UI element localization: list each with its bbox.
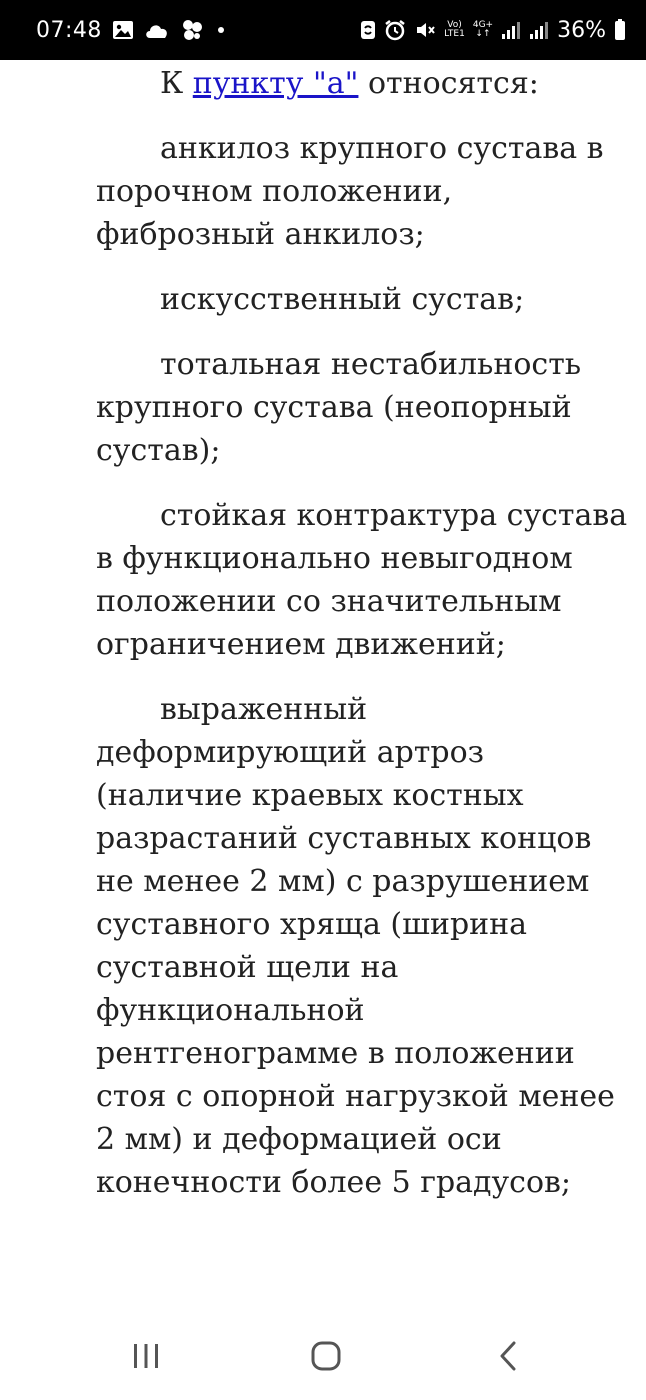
- intro-paragraph: [96, 62, 631, 105]
- recents-button[interactable]: [116, 1338, 176, 1378]
- list-item: искусственный сустав;: [160, 282, 525, 317]
- status-bar-right: [360, 18, 626, 43]
- document-body: [96, 62, 631, 1226]
- cluster-icon: [180, 19, 204, 41]
- clock: 07:48: [36, 17, 102, 43]
- list-item: стойкая контрактура сустава в функционально невыгодном положении со значительным ограничением движений;: [96, 498, 628, 662]
- image-icon: [112, 20, 134, 40]
- status-bar: [0, 0, 646, 60]
- back-button[interactable]: [478, 1338, 538, 1378]
- alarm-icon: [384, 19, 406, 41]
- mute-icon: [414, 19, 436, 41]
- list-item: тотальная нестабильность крупного сустава (неопорный сустав);: [96, 347, 582, 468]
- navigation-bar: [0, 1316, 646, 1400]
- intro-prefix: К: [160, 66, 193, 101]
- back-icon: [497, 1340, 519, 1377]
- sync-icon: [360, 19, 376, 41]
- home-button[interactable]: [296, 1338, 356, 1378]
- punkt-a-link[interactable]: пункту "а": [192, 66, 359, 101]
- list-item: выраженный деформирующий артроз (наличие краевых костных разрастаний суставных концов не менее 2 мм) с разрушением суставного хряща (ширина суставной щели на функциональной рентгенограмме в положении стоя с опорной нагрузкой менее 2 мм) и деформацией оси конечности более 5 градусов;: [96, 692, 615, 1200]
- battery-percent: 36%: [557, 17, 606, 43]
- signal-icon: [529, 20, 549, 40]
- recents-icon: [131, 1342, 161, 1375]
- signal-icon: [501, 20, 521, 40]
- intro-suffix: относятся:: [358, 66, 539, 101]
- list-item: анкилоз крупного сустава в порочном положении, фиброзный анкилоз;: [96, 131, 604, 252]
- network-4g-icon: 4G+ ↓↑: [472, 20, 494, 39]
- volte-icon: Vo) LTE1: [444, 20, 465, 39]
- battery-icon: [614, 19, 626, 41]
- dot-icon: [218, 27, 224, 33]
- cloud-icon: [144, 21, 170, 39]
- status-bar-left: [36, 18, 224, 43]
- home-icon: [310, 1341, 342, 1376]
